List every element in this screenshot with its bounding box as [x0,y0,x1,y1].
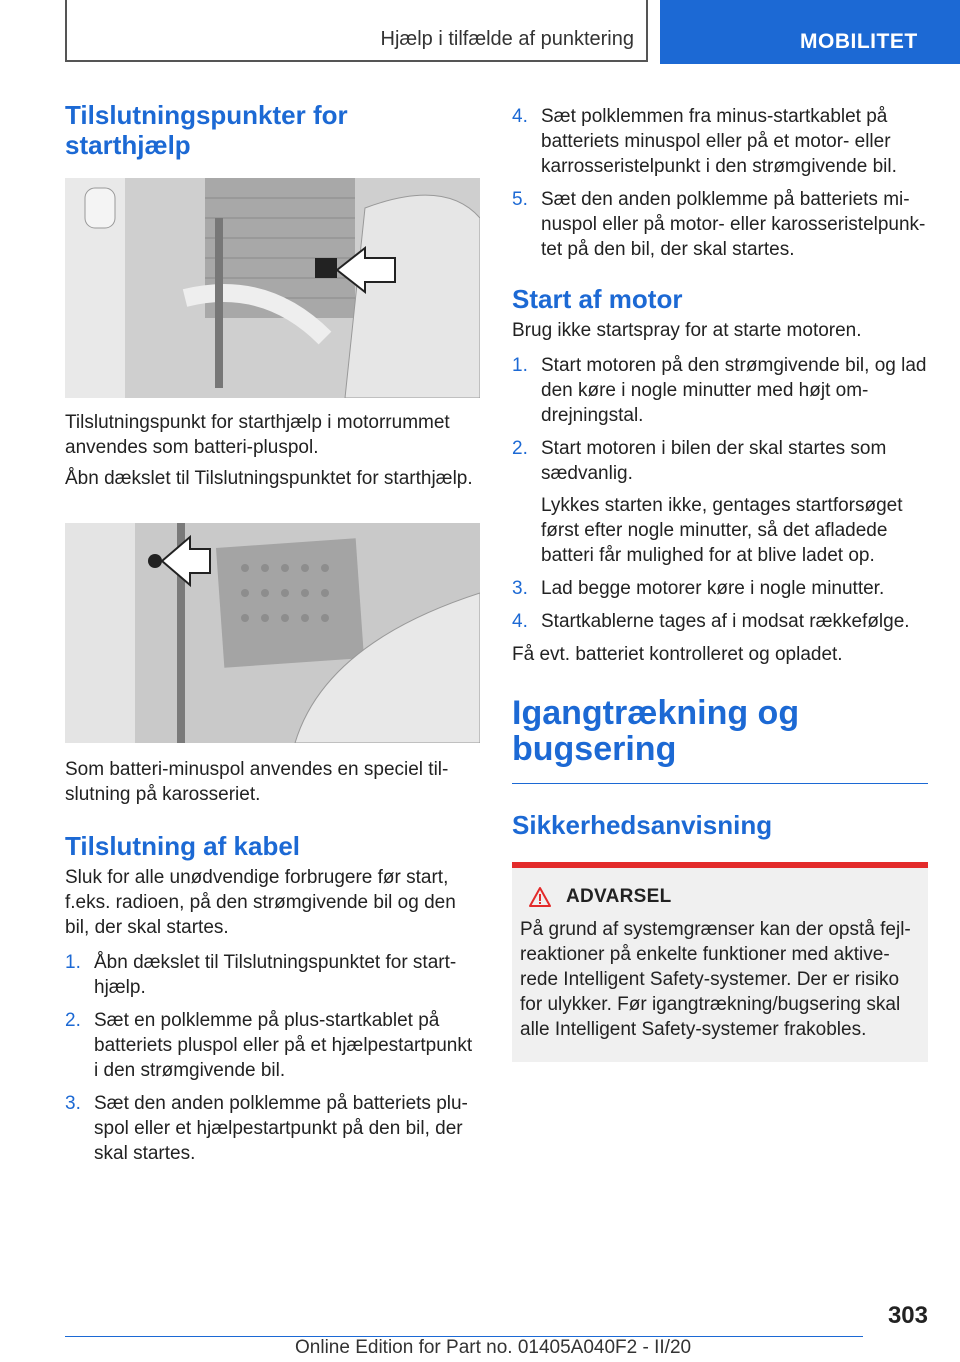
step-text: Sæt den anden polklemme på batteriets plu-spol eller et hjælpestartpunkt på den bil, der skal startes. [94,1093,468,1164]
list-item [65,1091,480,1166]
list-item [65,950,480,1000]
step-text: Sæt polklemmen fra minus-startkablet på batteriets minuspol eller på et motor- eller karrosseristelpunkt i den strømgivende bil. [541,106,897,177]
caption-minus-pole: Som batteri-minuspol anvendes en speciel til-slutning på karosseriet. [65,759,449,805]
heading-start-engine: Start af motor [512,284,683,314]
list-item [512,436,928,568]
page-number: 303 [887,1302,928,1329]
step-number: 2. [512,438,528,459]
step-text: Sæt den anden polklemme på batteriets mi-nuspol eller på motor- eller karosseristelpunk-tet på den bil, der skal startes. [541,189,926,260]
warning-title: ADVARSEL [566,886,672,907]
chapter-tab-label: MOBILITET [800,30,918,53]
step-text: Startkablerne tages af i modsat rækkefølge. [541,611,910,632]
text-open-cover: Åbn dækslet til Tilslutningspunktet for starthjælp. [65,468,473,489]
left-column [65,100,480,1166]
list-item [512,353,928,428]
running-header [65,0,648,62]
step-number: 4. [512,106,528,127]
heading-cable-connection: Tilslutning af kabel [65,831,301,861]
step-text: Sæt en polklemme på plus-startkablet på batteriets pluspol eller på et hjælpestartpunkt i den strømgivende bil. [94,1010,473,1081]
step-number: 1. [65,952,81,973]
chapter-heading-towing: Igangtrækning og bugsering [512,694,800,768]
step-text: Lad begge motorer køre i nogle minutter. [541,578,885,599]
section-title: Hjælp i tilfælde af punktering [380,28,634,50]
warning-triangle-icon [528,886,552,908]
warning-box [512,862,928,1062]
step-text: Start motoren på den strømgivende bil, og lad den køre i nogle minutter med højt om-drejningstal. [541,355,927,426]
step-text: Start motoren i bilen der skal startes som sædvanlig. [541,438,887,484]
body-ground-image [65,523,480,743]
step-number: 5. [512,189,528,210]
warning-text: På grund af systemgrænser kan der opstå fejl-reaktioner på enkelte funktioner med aktive-rede Intelligent Safety-systemer. Der er risiko for ulykker. Før igangtrækning/bugsering skal alle Intelligent Safety-systemer frakobles. [520,919,911,1040]
step-extra-text: Lykkes starten ikke, gentages startforsøget først efter nogle minutter, så det afladede batteri får mulighed for at blive ladet op. [541,495,903,566]
outro-start-engine: Få evt. batteriet kontrolleret og opladet. [512,644,843,665]
chapter-divider [512,783,928,784]
engine-bay-photo-minus [65,523,480,743]
list-item [512,104,928,179]
list-item [512,609,928,634]
warning-header [528,884,920,909]
step-number: 4. [512,611,528,632]
start-steps-list [512,353,928,634]
step-number: 2. [65,1010,81,1031]
right-column [512,100,928,1062]
footer-edition: Online Edition for Part no. 01405A040F2 - II/20 [295,1337,692,1358]
step-number: 3. [65,1093,81,1114]
step-text: Åbn dækslet til Tilslutningspunktet for start-hjælp. [94,952,457,998]
list-item [512,187,928,262]
heading-jump-start-points: Tilslutningspunkter for starthjælp [65,100,348,160]
step-number: 1. [512,355,528,376]
engine-bay-image [65,178,480,398]
list-item [512,576,928,601]
chapter-tab[interactable] [660,0,960,64]
intro-start-engine: Brug ikke startspray for at starte motoren. [512,320,862,341]
cable-steps-list [65,950,480,1166]
step-number: 3. [512,578,528,599]
heading-safety-notice: Sikkerhedsanvisning [512,810,773,840]
caption-plus-pole: Tilslutningspunkt for starthjælp i motorrummet anvendes som batteri-pluspol. [65,412,450,458]
engine-bay-photo-plus [65,178,480,398]
intro-cable-connection: Sluk for alle unødvendige forbrugere før start, f.eks. radioen, på den strømgivende bil og den bil, der skal startes. [65,867,456,938]
list-item [65,1008,480,1083]
